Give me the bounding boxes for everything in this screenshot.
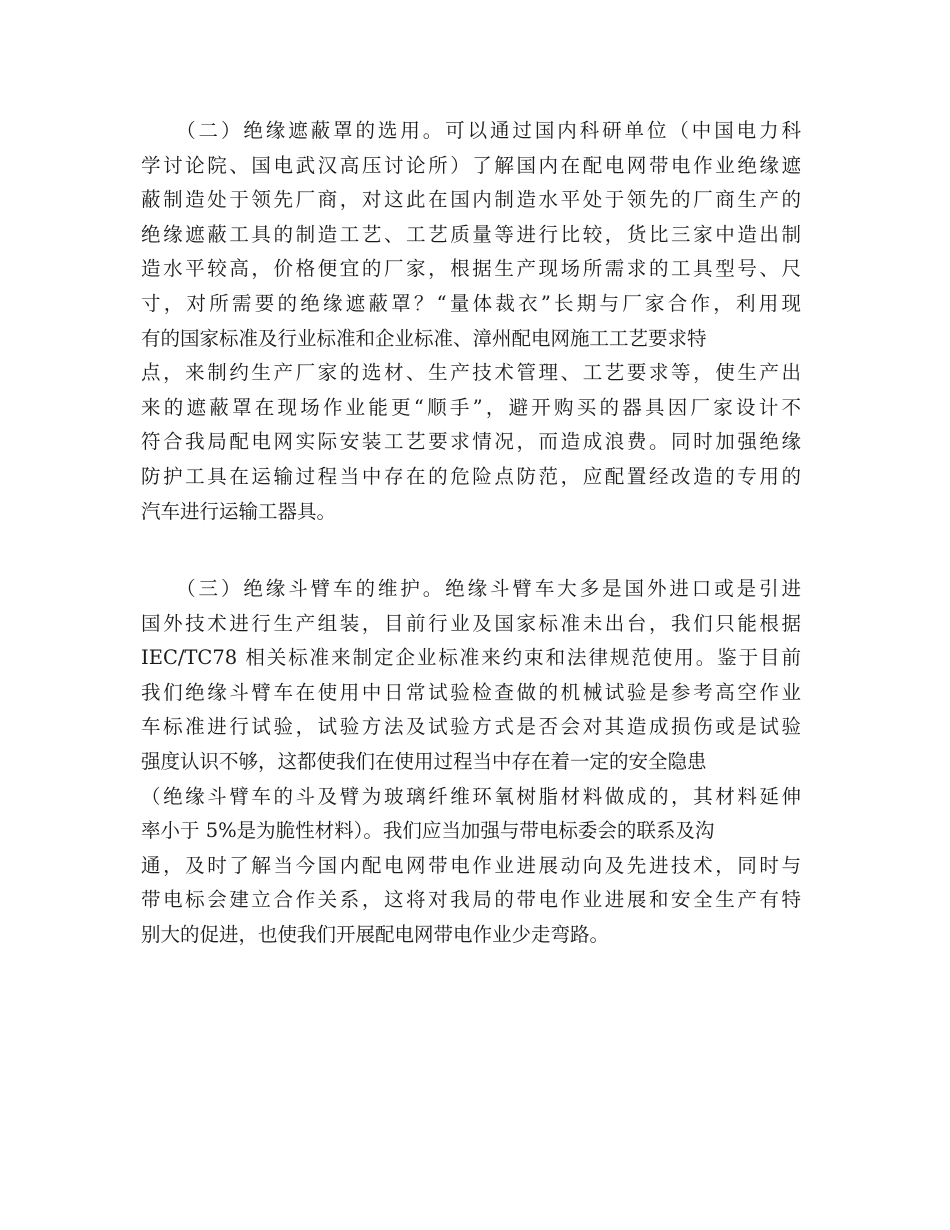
paragraph-line: 符合我局配电网实际安装工艺要求情况，而造成浪费。同时加强绝缘 [141, 430, 801, 454]
paragraph-line: 绝缘遮蔽工具的制造工艺、工艺质量等进行比较，货比三家中造出制 [141, 222, 801, 246]
paragraph-line: 国外技术进行生产组装，目前行业及国家标准未出台，我们只能根据 [141, 611, 801, 635]
paragraph-line: 学讨论院、国电武汉高压讨论所）了解国内在配电网带电作业绝缘遮 [141, 153, 801, 177]
paragraph-insulating-cover-selection [141, 114, 801, 529]
paragraph-line: （二）绝缘遮蔽罩的选用。可以通过国内科研单位（中国电力科 [141, 119, 801, 142]
paragraph-line: 率小于 5%是为脆性材料）。我们应当加强与带电标委会的联系及沟 [141, 819, 715, 843]
paragraph-line: 有的国家标准及行业标准和企业标准、漳州配电网施工工艺要求特 [141, 326, 707, 350]
paragraph-line: 造水平较高，价格便宜的厂家，根据生产现场所需求的工具型号、尺 [141, 257, 801, 281]
paragraph-line: 车标准进行试验，试验方法及试验方式是否会对其造成损伤或是试验 [141, 715, 801, 739]
paragraph-line: 寸，对所需要的绝缘遮蔽罩？“量体裁衣”长期与厂家合作，利用现 [141, 291, 801, 315]
paragraph-line: 通，及时了解当今国内配电网带电作业进展动向及先进技术，同时与 [141, 853, 801, 877]
paragraph-line: 强度认识不够，这都使我们在使用过程当中存在着一定的安全隐患 [141, 749, 707, 773]
paragraph-line: （三）绝缘斗臂车的维护。绝缘斗臂车大多是国外进口或是引进 [141, 577, 801, 600]
paragraph-line: 别大的促进，也使我们开展配电网带电作业少走弯路。 [141, 922, 610, 946]
paragraph-line: 我们绝缘斗臂车在使用中日常试验检查做的机械试验是参考高空作业 [141, 680, 801, 704]
paragraph-line: （绝缘斗臂车的斗及臂为玻璃纤维环氧树脂材料做成的，其材料延伸 [141, 784, 801, 808]
paragraph-line: IEC/TC78 相关标准来制定企业标准来约束和法律规范使用。鉴于目前 [141, 646, 801, 670]
paragraph-line: 点，来制约生产厂家的选材、生产技术管理、工艺要求等，使生产出 [141, 361, 801, 385]
paragraph-line: 汽车进行运输工器具。 [141, 499, 337, 523]
paragraph-bucket-truck-maintenance [141, 572, 801, 953]
paragraph-line: 带电标会建立合作关系，这将对我局的带电作业进展和安全生产有特 [141, 888, 801, 912]
paragraph-line: 防护工具在运输过程当中存在的危险点防范，应配置经改造的专用的 [141, 464, 801, 488]
paragraph-line: 蔽制造处于领先厂商，对这此在国内制造水平处于领先的厂商生产的 [141, 188, 801, 212]
paragraph-line: 来的遮蔽罩在现场作业能更“顺手”，避开购买的器具因厂家设计不 [141, 395, 801, 419]
